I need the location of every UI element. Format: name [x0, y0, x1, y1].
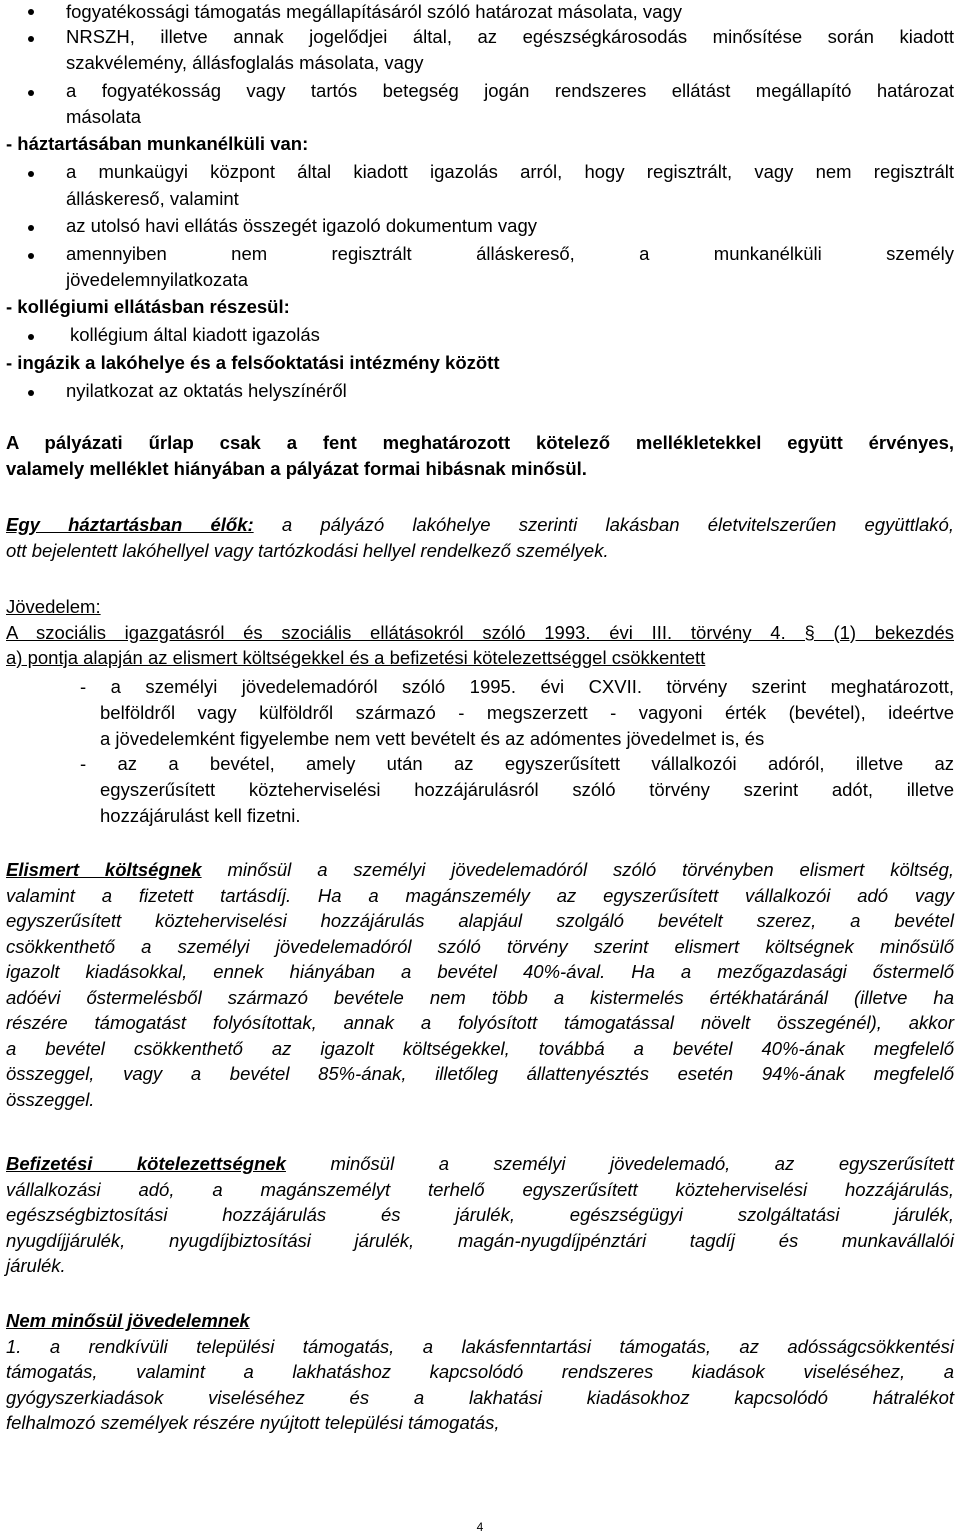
- section-heading-unemployed: - háztartásában munkanélküli van:: [6, 133, 309, 154]
- text-line: a bevétel csökkenthető az igazolt költségekkel, továbbá a bevétel 40%-ának megfelelő: [6, 1037, 954, 1059]
- definition-household: [6, 512, 954, 563]
- text-line: - a személyi jövedelemadóról szóló 1995. évi CXVII. törvény szerint meghatározott,: [80, 676, 954, 697]
- list-item-continuation: másolata: [66, 106, 142, 127]
- text-line: a jövedelemként figyelembe nem vett bevételt és az adómentes jövedelmet is, és: [100, 727, 765, 749]
- list-item: fogyatékossági támogatás megállapításáról szóló határozat másolata, vagy: [66, 1, 682, 22]
- definition-term: Jövedelem:: [6, 596, 101, 617]
- page-number: 4: [476, 1520, 484, 1534]
- notice-paragraph: [6, 430, 954, 481]
- text-line: összeggel, vagy a bevétel 85%-ának, illetőleg állattenyésztés esetén 94%-ának megfelelő: [6, 1063, 954, 1084]
- definition-term: Befizetési kötelezettségnek: [6, 1153, 286, 1174]
- list-item: NRSZH, illetve annak jogelődjei által, az egészségkárosodás minősítése során kiadott: [66, 26, 954, 47]
- text-line: belföldről vagy külföldről származó - megszerzett - vagyoni érték (bevétel), ideértve: [100, 702, 954, 723]
- text-line: összeggel.: [6, 1088, 95, 1110]
- bullet-icon: [28, 171, 34, 177]
- text-line: támogatás, valamint a lakhatáshoz kapcsolódó rendszeres kiadások viseléséhez, a: [6, 1361, 954, 1382]
- text-line: gyógyszerkiadások viseléséhez és a lakhatási kiadásokhoz kapcsolódó hátralékot: [6, 1386, 954, 1408]
- text-line: egyszerűsített közteherviselési hozzájárulás alapjául szolgáló bevételt szerez, a bevétel: [6, 910, 954, 931]
- text-line: igazolt kiadásokkal, ennek hiányában a bevétel 40%-ával. Ha a mezőgazdasági őstermelő: [6, 961, 954, 982]
- text-line: Elismert költségnek minősül a személyi jövedelemadóról szóló törvényben elismert költség,: [6, 859, 955, 880]
- text-line: felhalmozó személyek részére nyújtott települési támogatás,: [6, 1412, 500, 1433]
- definition-payment-obligation: [6, 1151, 954, 1279]
- text-line: részére támogatást folyósítottak, annak a folyósított támogatással növelt összegénél), akkor: [6, 1012, 954, 1033]
- list-item: a fogyatékosság vagy tartós betegség jogán rendszeres ellátást megállapító határozat: [66, 80, 954, 101]
- bullet-icon: [28, 334, 34, 340]
- list-item-continuation: jövedelemnyilatkozata: [66, 269, 249, 290]
- definition-term: Egy háztartásban élők:: [6, 514, 254, 535]
- list-item: amennyiben nem regisztrált álláskereső, a munkanélküli személy: [66, 243, 954, 264]
- bullet-icon: [28, 36, 34, 42]
- text-line: hozzájárulást kell fizetni.: [100, 804, 301, 826]
- text-line: A szociális igazgatásról és szociális ellátásokról szóló 1993. évi III. törvény 4. § (1) bekezdés: [6, 621, 954, 643]
- bullet-icon: [28, 9, 34, 15]
- list-item: nyilatkozat az oktatás helyszínéről: [66, 380, 347, 401]
- text-line: 1. a rendkívüli települési támogatás, a lakásfenntartási támogatás, az adósságcsökkentési: [6, 1335, 954, 1357]
- text-line: egészségbiztosítási hozzájárulás és járulék, egészségügyi szolgáltatási járulék,: [6, 1204, 954, 1225]
- text-line: valamint a fizetett tartásdíj. Ha a magánszemély az egyszerűsített vállalkozói adó vagy: [6, 884, 954, 906]
- text-line: A pályázati űrlap csak a fent meghatározott kötelező mellékletekkel együtt érvényes,: [6, 432, 954, 453]
- bullet-icon: [28, 225, 34, 231]
- section-heading-commute: - ingázik a lakóhelye és a felsőoktatási intézmény között: [6, 352, 500, 373]
- definition-not-income: [6, 1308, 954, 1436]
- text-line: nyugdíjjárulék, nyugdíjbiztosítási járulék, magán-nyugdíjpénztári tagdíj és munkavállalói: [6, 1229, 954, 1251]
- text-line: egyszerűsített közteherviselési hozzájárulásról szóló törvény szerint adót, illetve: [100, 779, 954, 800]
- list-item-continuation: álláskereső, valamint: [66, 188, 239, 209]
- income-subitem-2-first: [80, 751, 954, 777]
- definition-term: Nem minősül jövedelemnek: [6, 1310, 250, 1331]
- text-line: csökkenthető a személyi jövedelemadóról szóló törvény szerint elismert költségnek minősülő: [6, 935, 954, 957]
- definition-term: Elismert költségnek: [6, 859, 202, 880]
- definition-recognized-cost: [6, 857, 954, 1112]
- text-line: valamely melléklet hiányában a pályázat formai hibásnak minősül.: [6, 457, 587, 479]
- text-line: Egy háztartásban élők: a pályázó lakóhelye szerinti lakásban életvitelszerűen együttlakó,: [6, 514, 954, 535]
- list-item: kollégium által kiadott igazolás: [70, 324, 320, 345]
- text-line: Befizetési kötelezettségnek minősül a személyi jövedelemadó, az egyszerűsített: [6, 1153, 954, 1174]
- income-subitem-1-first: [80, 674, 954, 700]
- text-line: adóévi őstermelésből származó bevétele nem több a kistermelés értékhatáránál (illetve ha: [6, 986, 954, 1008]
- text-line: járulék.: [6, 1255, 66, 1276]
- section-heading-dormitory: - kollégiumi ellátásban részesül:: [6, 296, 290, 317]
- text-line: vállalkozási adó, a magánszemélyt terhelő egyszerűsített közteherviselési hozzájárulás,: [6, 1178, 954, 1200]
- income-subitem-2: [100, 777, 954, 828]
- text-line: - az a bevétel, amely után az egyszerűsített vállalkozói adóról, illetve az: [80, 753, 954, 774]
- text-line: ott bejelentett lakóhellyel vagy tartózkodási hellyel rendelkező személyek.: [6, 539, 609, 561]
- text-line: [6, 1308, 954, 1334]
- definition-income: [6, 594, 954, 671]
- bullet-icon: [28, 390, 34, 396]
- list-item: a munkaügyi központ által kiadott igazolás arról, hogy regisztrált, vagy nem regisztrált: [66, 161, 954, 182]
- list-item: az utolsó havi ellátás összegét igazoló dokumentum vagy: [66, 215, 537, 236]
- list-item-continuation: szakvélemény, állásfoglalás másolata, vagy: [66, 52, 424, 73]
- bullet-icon: [28, 90, 34, 96]
- text-line: a) pontja alapján az elismert költségekkel és a befizetési kötelezettséggel csökkentett: [6, 647, 706, 668]
- bullet-icon: [28, 253, 34, 259]
- income-subitem-1: [100, 700, 954, 751]
